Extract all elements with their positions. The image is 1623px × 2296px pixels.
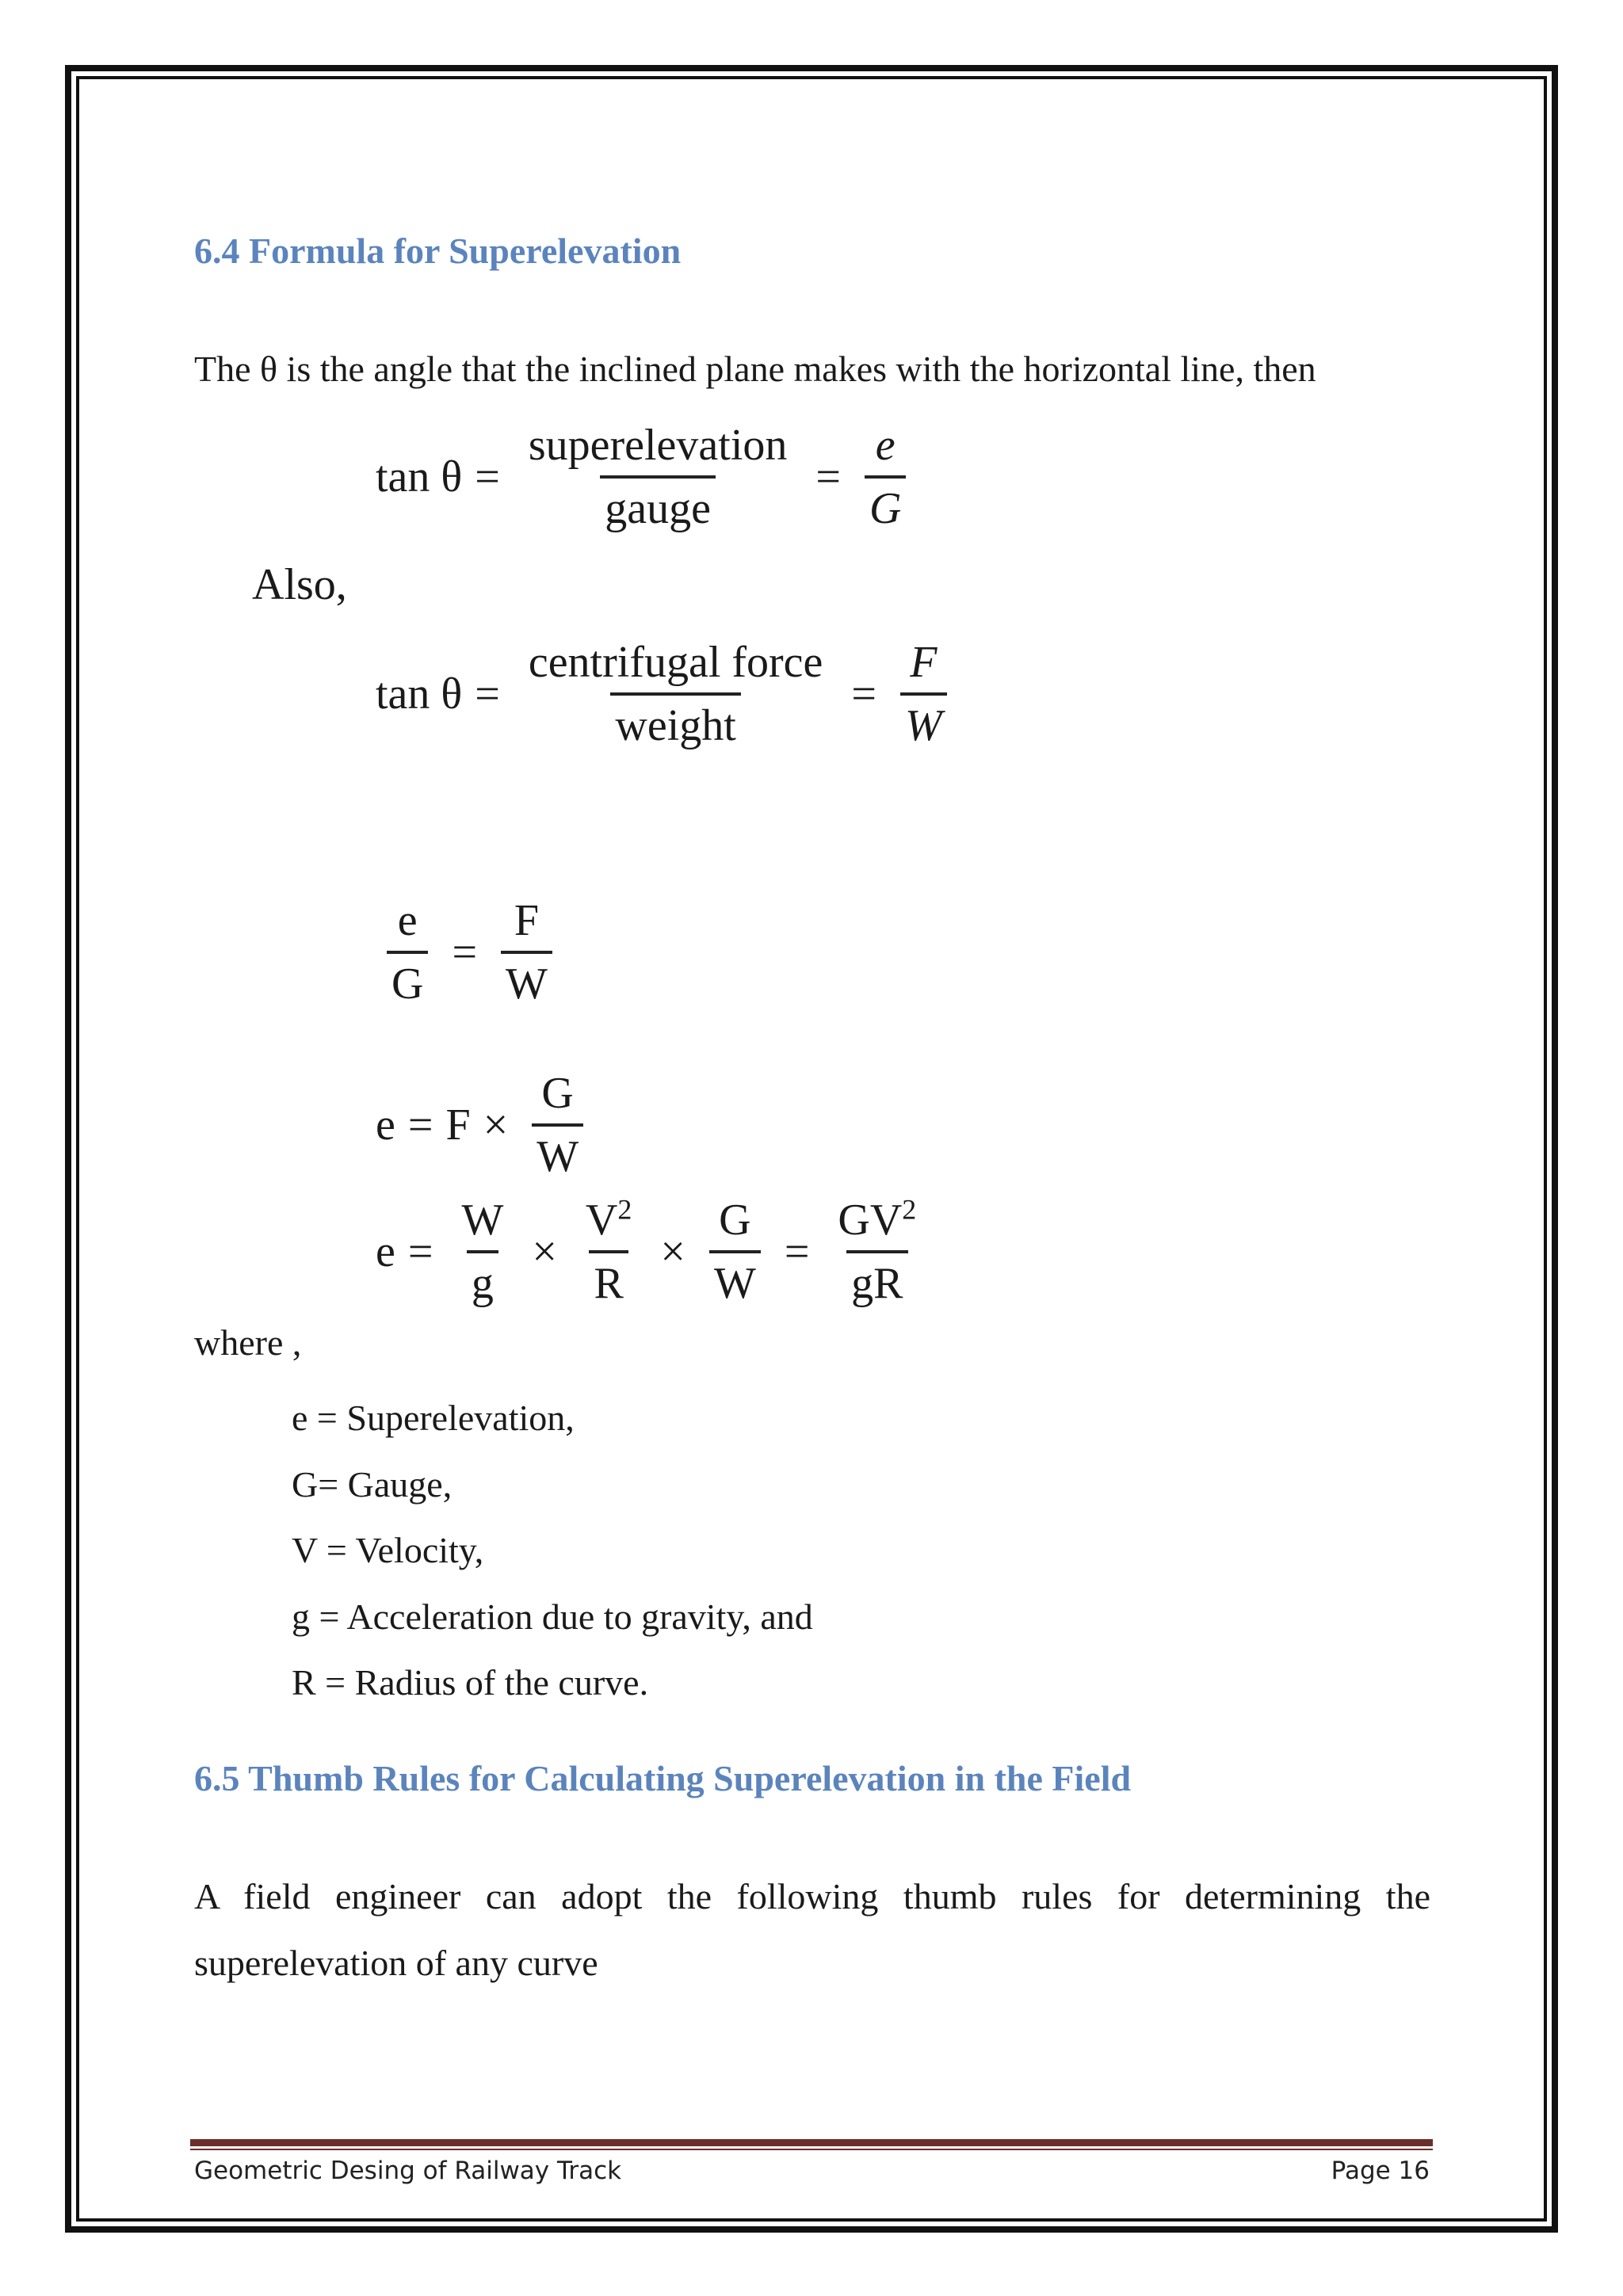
numerator: e xyxy=(397,896,418,945)
where-label: where , xyxy=(194,1322,302,1363)
intro-paragraph: The θ is the angle that the inclined plane makes with the horizontal line, then xyxy=(194,349,1316,389)
equation-tan-theta-force xyxy=(376,637,958,751)
denominator: W xyxy=(900,692,947,751)
equals-sign: = xyxy=(851,669,876,719)
footer-rule xyxy=(190,2139,1433,2146)
exponent: 2 xyxy=(617,1193,632,1226)
numerator: W xyxy=(461,1196,504,1245)
denominator: gauge xyxy=(600,475,716,534)
variable-definitions xyxy=(292,1385,813,1716)
fraction-v2-over-r xyxy=(581,1195,636,1309)
denominator: R xyxy=(589,1250,628,1309)
exponent: 2 xyxy=(902,1193,917,1226)
footer-document-title: Geometric Desing of Railway Track xyxy=(194,2157,622,2185)
equals-sign: = xyxy=(815,452,841,502)
fraction-e-over-g xyxy=(387,895,428,1009)
var-e: e xyxy=(376,1100,395,1150)
equation-tan-theta-superelevation xyxy=(376,420,917,534)
equation-superelevation-final xyxy=(376,1195,932,1309)
numerator: F xyxy=(910,638,938,687)
list-item: g = Acceleration due to gravity, and xyxy=(292,1596,813,1637)
fraction-g-over-w xyxy=(709,1195,761,1309)
denominator: G xyxy=(387,951,428,1009)
times-sign: × xyxy=(660,1227,685,1276)
numerator: F xyxy=(514,896,540,945)
numerator: e xyxy=(875,421,896,470)
numerator xyxy=(833,1195,921,1250)
section-heading-6-5: 6.5 Thumb Rules for Calculating Superelevation in the Field xyxy=(194,1758,1132,1798)
fraction-centrifugal-weight xyxy=(524,637,828,751)
equation-e-equals-f-times-g-w xyxy=(376,1068,594,1182)
var-e: e xyxy=(376,1227,395,1276)
denominator: W xyxy=(501,951,552,1009)
equals-sign: = xyxy=(452,928,478,977)
equals-sign: = xyxy=(784,1227,810,1276)
fraction-superelevation-gauge xyxy=(524,420,792,534)
equals-sign: = xyxy=(475,452,500,502)
numerator: centrifugal force xyxy=(528,638,823,687)
equation-e-g-equals-f-w xyxy=(376,895,563,1009)
list-item: e = Superelevation, xyxy=(292,1398,575,1438)
denominator: weight xyxy=(610,692,740,751)
times-sign: × xyxy=(483,1100,509,1150)
fraction-f-over-w xyxy=(501,895,552,1009)
fraction-e-over-g xyxy=(865,420,906,534)
fraction-g-over-w xyxy=(532,1068,583,1182)
numerator xyxy=(581,1195,636,1250)
equals-sign: = xyxy=(407,1100,433,1150)
list-item: V = Velocity, xyxy=(292,1530,484,1570)
numerator: superelevation xyxy=(528,421,788,470)
numerator: G xyxy=(719,1196,751,1245)
denominator: g xyxy=(467,1250,498,1309)
fraction-f-over-w xyxy=(900,637,947,751)
equals-sign: = xyxy=(475,669,500,719)
var-gv: GV xyxy=(838,1196,903,1245)
thumb-rules-paragraph: A field engineer can adopt the following thumb rules for determining the superelevation of any curve xyxy=(194,1876,1430,1983)
denominator: G xyxy=(865,475,906,534)
denominator: W xyxy=(709,1250,761,1309)
footer-page-number: Page 16 xyxy=(1331,2157,1430,2185)
tan-theta: tan θ xyxy=(376,452,463,502)
fraction-gv2-over-gr xyxy=(833,1195,921,1309)
times-sign: × xyxy=(532,1227,557,1276)
tan-theta: tan θ xyxy=(376,669,463,719)
footer-rule-thin xyxy=(190,2149,1433,2150)
denominator: gR xyxy=(846,1250,907,1309)
var-f: F xyxy=(445,1100,471,1150)
var-v: V xyxy=(585,1196,618,1245)
list-item: R = Radius of the curve. xyxy=(292,1662,649,1703)
numerator: G xyxy=(541,1069,574,1118)
also-label: Also, xyxy=(252,560,347,609)
equals-sign: = xyxy=(407,1227,433,1276)
denominator: W xyxy=(532,1123,583,1182)
section-heading-6-4: 6.4 Formula for Superelevation xyxy=(194,231,682,271)
list-item: G= Gauge, xyxy=(292,1463,453,1505)
fraction-w-over-g xyxy=(456,1195,508,1309)
